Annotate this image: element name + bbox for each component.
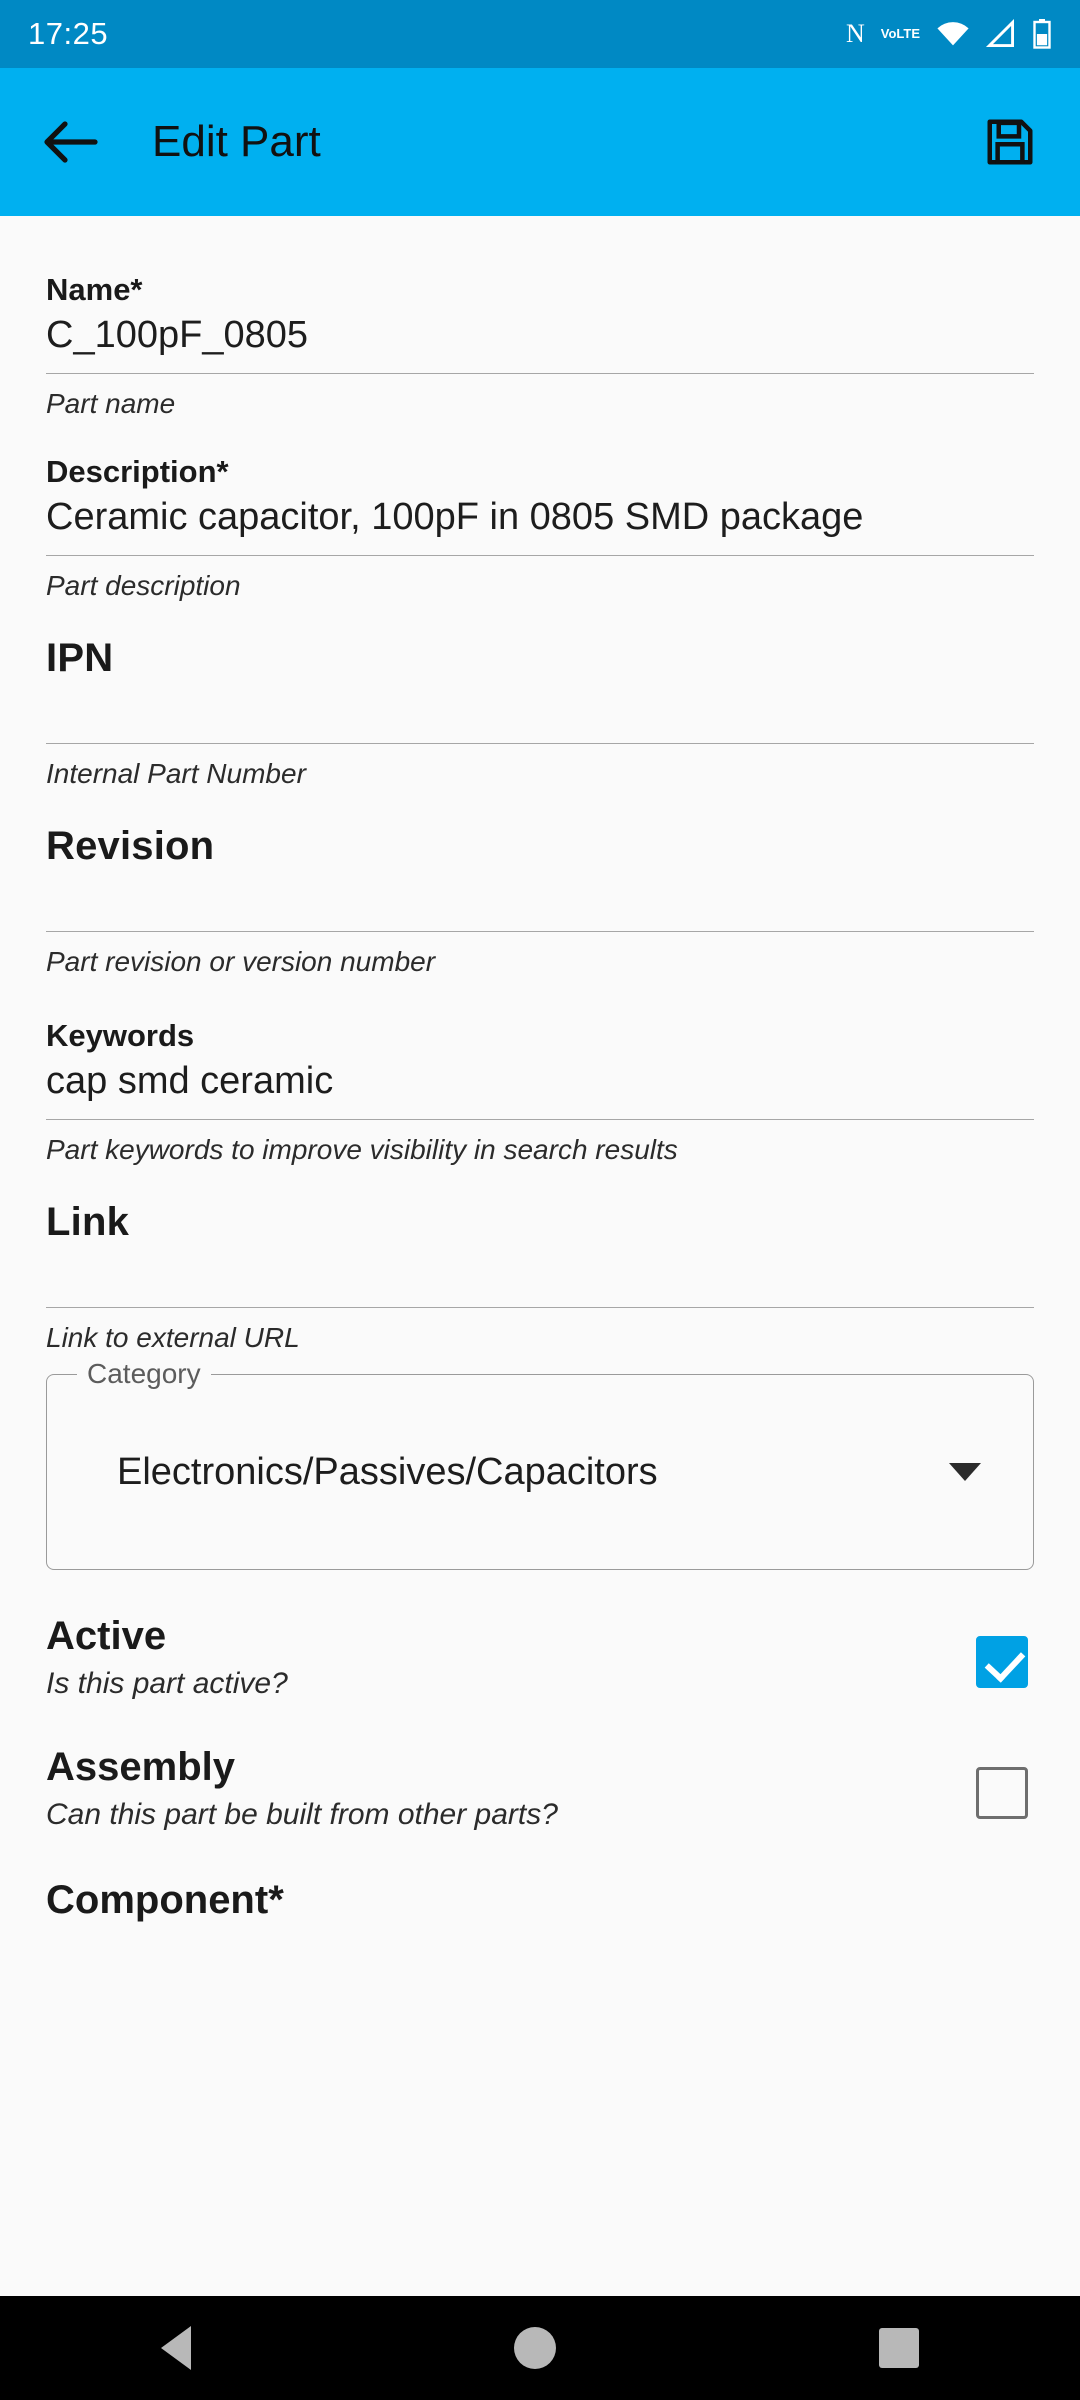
field-keywords-input[interactable]: cap smd ceramic	[46, 1060, 334, 1102]
field-keywords-help: Part keywords to improve visibility in search results	[46, 1134, 678, 1165]
status-bar	[0, 0, 1080, 68]
toggle-active[interactable]	[46, 1570, 1034, 1701]
toggle-assembly-subtitle: Can this part be built from other parts?	[46, 1798, 558, 1831]
toggle-assembly-texts	[46, 1745, 976, 1832]
field-name-input[interactable]: C_100pF_0805	[46, 314, 308, 356]
field-revision-help: Part revision or version number	[46, 946, 436, 977]
field-ipn-help: Internal Part Number	[46, 758, 306, 789]
field-link-help: Link to external URL	[46, 1322, 300, 1353]
field-name-help: Part name	[46, 388, 176, 419]
field-link-input[interactable]	[46, 1245, 1034, 1291]
nav-back-icon[interactable]	[161, 2326, 191, 2370]
field-revision-label: Revision	[46, 824, 215, 868]
page-title: Edit Part	[152, 117, 321, 166]
save-icon[interactable]	[974, 106, 1046, 178]
wifi-icon	[936, 21, 970, 47]
category-dropdown-legend: Category	[77, 1358, 211, 1390]
toggle-assembly-checkbox[interactable]	[976, 1767, 1028, 1819]
system-navigation-bar	[0, 2296, 1080, 2400]
app-bar	[0, 68, 1080, 216]
volte-icon-top: Vo	[880, 26, 897, 41]
nav-home-icon[interactable]	[514, 2327, 556, 2369]
nav-recents-icon[interactable]	[879, 2328, 919, 2368]
field-ipn-label: IPN	[46, 636, 114, 680]
nfc-icon: N	[845, 19, 865, 48]
battery-icon	[1032, 19, 1052, 49]
toggle-active-title: Active	[46, 1614, 167, 1658]
toggle-component-title: Component*	[46, 1878, 284, 1922]
chevron-down-icon[interactable]	[949, 1463, 981, 1481]
category-dropdown-value: Electronics/Passives/Capacitors	[117, 1450, 658, 1493]
field-description[interactable]	[46, 454, 1034, 602]
category-dropdown[interactable]	[46, 1358, 1034, 1570]
toggle-active-texts	[46, 1614, 976, 1701]
volte-icon-bottom: LTE	[896, 26, 920, 41]
field-name-label: Name*	[46, 272, 143, 307]
field-description-input[interactable]: Ceramic capacitor, 100pF in 0805 SMD package	[46, 496, 864, 538]
field-ipn-input[interactable]	[46, 681, 1034, 727]
volte-icon	[881, 28, 920, 40]
field-keywords[interactable]	[46, 1018, 1034, 1166]
toggle-assembly[interactable]	[46, 1701, 1034, 1832]
field-description-help: Part description	[46, 570, 241, 601]
field-description-label: Description*	[46, 454, 229, 489]
field-keywords-label: Keywords	[46, 1018, 195, 1053]
toggle-active-checkbox[interactable]	[976, 1636, 1028, 1688]
cellular-signal-icon	[986, 21, 1016, 47]
status-bar-clock: 17:25	[28, 16, 109, 51]
toggle-assembly-title: Assembly	[46, 1745, 235, 1789]
field-name[interactable]	[46, 272, 1034, 420]
field-ipn[interactable]	[46, 636, 1034, 790]
field-link-label: Link	[46, 1200, 130, 1244]
field-revision[interactable]	[46, 824, 1034, 978]
back-arrow-icon[interactable]	[34, 106, 106, 178]
status-bar-icons	[846, 19, 1052, 49]
field-link[interactable]	[46, 1200, 1034, 1354]
edit-part-form	[0, 216, 1080, 2296]
toggle-active-subtitle: Is this part active?	[46, 1667, 288, 1700]
field-revision-input[interactable]	[46, 869, 1034, 915]
